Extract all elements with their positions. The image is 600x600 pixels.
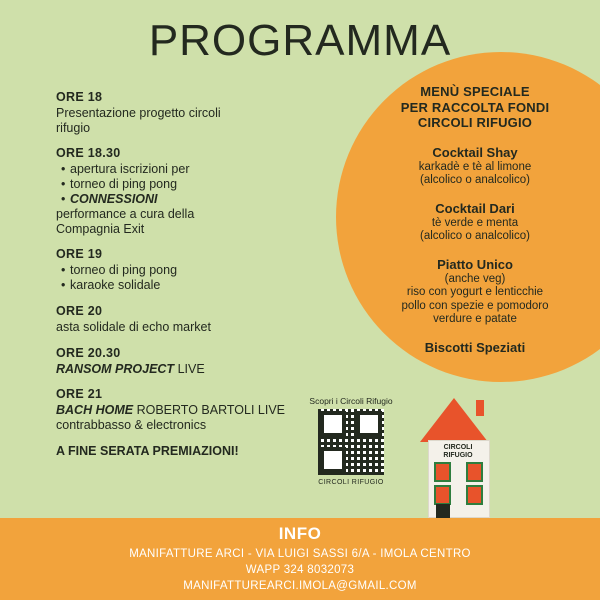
program-block-6 bbox=[56, 387, 326, 432]
menu-item bbox=[360, 201, 590, 244]
menu-item-desc: (alcolico o analcolico) bbox=[420, 174, 530, 186]
house-logo-line: CIRCOLI bbox=[443, 444, 473, 451]
house-logo-text bbox=[428, 444, 488, 460]
info-address: MANIFATTURE ARCI - VIA LUIGI SASSI 6/A - IMOLA CENTRO bbox=[129, 548, 471, 560]
program-line: performance a cura della bbox=[56, 207, 195, 221]
menu-item bbox=[360, 257, 590, 327]
menu-panel bbox=[360, 84, 590, 355]
qr-caption: Scopri i Circoli Rifugio bbox=[309, 396, 393, 406]
menu-heading-line: MENÙ SPECIALE bbox=[420, 84, 530, 99]
list-item bbox=[70, 263, 326, 278]
program-block-5 bbox=[56, 346, 326, 377]
act-suffix: LIVE bbox=[177, 361, 205, 376]
program-hour: ORE 20.30 bbox=[56, 345, 121, 360]
bullet-text: apertura iscrizioni per bbox=[70, 162, 190, 176]
program-hour: ORE 19 bbox=[56, 247, 103, 261]
info-title: INFO bbox=[278, 524, 322, 543]
window-icon bbox=[434, 485, 451, 505]
act-title: RANSOM PROJECT bbox=[56, 361, 175, 376]
house-logo-line: RIFUGIO bbox=[443, 452, 473, 459]
program-bullets bbox=[56, 162, 326, 207]
menu-item-name: Cocktail Dari bbox=[435, 200, 515, 216]
program-line bbox=[56, 403, 326, 418]
menu-heading bbox=[360, 84, 590, 131]
program-line: Compagnia Exit bbox=[56, 221, 145, 236]
bullet-text: torneo di ping pong bbox=[70, 263, 178, 277]
menu-item-desc: (alcolico o analcolico) bbox=[420, 230, 530, 242]
window-icon bbox=[466, 462, 483, 482]
qr-code-icon[interactable] bbox=[318, 409, 384, 475]
qr-corner-icon bbox=[320, 447, 346, 473]
menu-item-dessert: Biscotti Speziati bbox=[424, 339, 526, 355]
qr-section bbox=[296, 396, 406, 486]
menu-heading-line: CIRCOLI RIFUGIO bbox=[417, 115, 533, 130]
act-title: BACH HOME bbox=[56, 403, 134, 417]
program-bullets bbox=[56, 263, 326, 293]
qr-label: CIRCOLI RIFUGIO bbox=[318, 479, 384, 486]
program-hour: ORE 18 bbox=[56, 90, 103, 104]
menu-item-desc: verdure e patate bbox=[433, 313, 517, 325]
list-item bbox=[70, 192, 326, 207]
list-item bbox=[70, 278, 326, 293]
program-closing-note: A FINE SERATA PREMIAZIONI! bbox=[56, 444, 239, 458]
menu-item-desc: riso con yogurt e lenticchie bbox=[406, 286, 544, 298]
info-phone: WAPP 324 8032073 bbox=[245, 564, 355, 576]
program-hour: ORE 21 bbox=[56, 387, 103, 401]
menu-item-name: Cocktail Shay bbox=[432, 144, 518, 160]
menu-item-desc: tè verde e menta bbox=[431, 216, 519, 229]
menu-item-desc: karkadè e tè al limone bbox=[418, 160, 532, 173]
list-item bbox=[70, 162, 326, 177]
house-illustration bbox=[414, 392, 506, 522]
program-line bbox=[56, 362, 326, 377]
program-block-1 bbox=[56, 90, 326, 135]
menu-item-desc: pollo con spezie e pomodoro bbox=[401, 299, 549, 312]
bullet-text: karaoke solidale bbox=[70, 278, 161, 292]
menu-item bbox=[360, 145, 590, 188]
menu-heading-line: PER RACCOLTA FONDI bbox=[400, 99, 550, 115]
program-line: asta solidale di echo market bbox=[56, 320, 211, 334]
program-line: rifugio bbox=[56, 120, 91, 135]
window-icon bbox=[466, 485, 483, 505]
list-item-continuation bbox=[70, 177, 326, 192]
program-line: contrabbasso & electronics bbox=[56, 417, 207, 432]
page-title: PROGRAMMA bbox=[148, 16, 452, 65]
program-line: Presentazione progetto circoli bbox=[56, 106, 221, 120]
program-block-2 bbox=[56, 146, 326, 236]
act-suffix: ROBERTO BARTOLI LIVE bbox=[136, 403, 286, 417]
program-hour: ORE 20 bbox=[56, 304, 103, 318]
program-block-4 bbox=[56, 304, 326, 335]
program-list bbox=[56, 90, 326, 458]
program-hour: ORE 18.30 bbox=[56, 146, 121, 160]
bullet-text: torneo di ping pong bbox=[70, 177, 178, 191]
program-block-3 bbox=[56, 247, 326, 293]
bullet-text-emphasis: CONNESSIONI bbox=[70, 192, 158, 206]
roof-shape bbox=[420, 398, 488, 442]
menu-item-name: Piatto Unico bbox=[437, 256, 513, 272]
window-icon bbox=[434, 462, 451, 482]
info-email: MANIFATTUREARCI.IMOLA@GMAIL.COM bbox=[183, 580, 417, 592]
info-band bbox=[0, 518, 600, 600]
menu-item-desc: (anche veg) bbox=[444, 272, 506, 285]
